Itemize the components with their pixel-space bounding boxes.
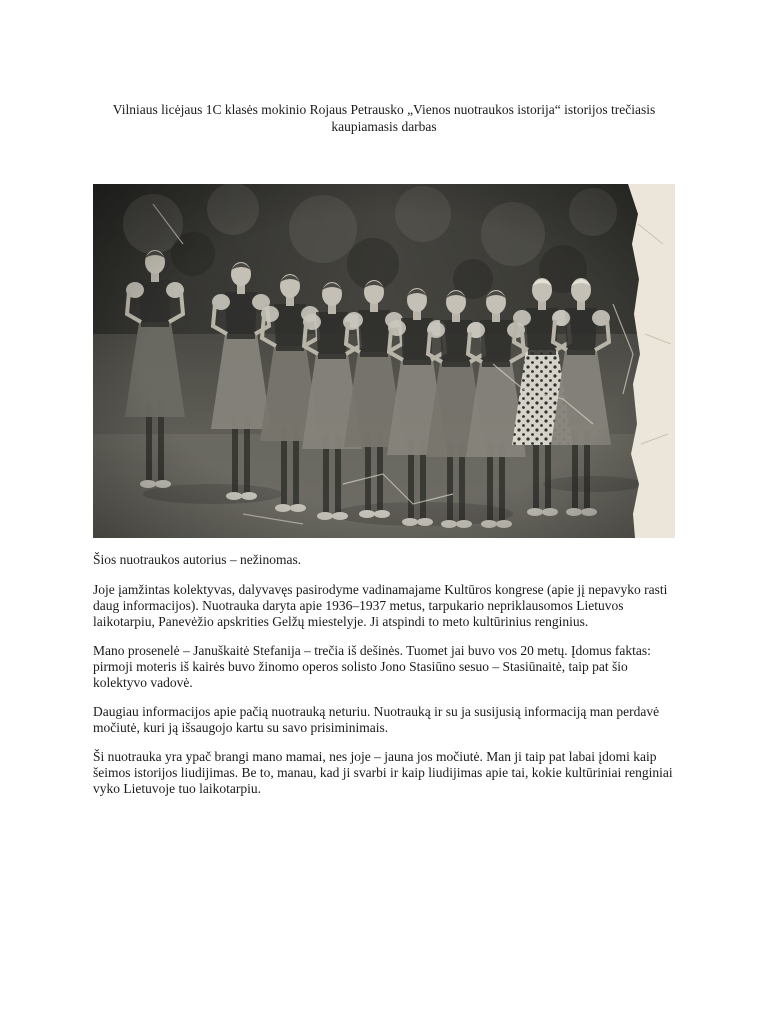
document-title: Vilniaus licėjaus 1C klasės mokinio Rojaus Petrausko „Vienos nuotraukos istorija“ istorijos trečiasis kaupiamasis darbas (112, 102, 656, 134)
paragraph-significance: Ši nuotrauka yra ypač brangi mano mamai, nes joje – jauna jos močiutė. Man ji taip pat labai įdomi kaip šeimos istorijos liudijimas. Be to, manau, kad ji svarbi ir kaip liudijimas apie tai, kokie kultūriniai renginiai vyko Lietuvoje tuo laikotarpiu. (93, 749, 673, 796)
paragraph-context: Joje įamžintas kolektyvas, dalyvavęs pasirodyme vadinamajame Kultūros kongrese (apie jį nepavyko rasti daug informacijos). Nuotrauka daryta apie 1936–1937 metus, tarpukario nepriklausomos Lietuvos laikotarpiu, Panevėžio apskrities Gelžų miestelyje. Ji atspindi to meto kultūrinius renginius. (93, 582, 668, 629)
paragraph-author: Šios nuotraukos autorius – nežinomas. (93, 552, 302, 567)
historical-group-photo (93, 184, 675, 538)
photo-image (93, 184, 675, 538)
paragraph-provenance: Daugiau informacijos apie pačią nuotrauką neturiu. Nuotrauką ir su ja susijusią informaciją man perdavė močiutė, kuri ją išsaugojo kartu su savo prisiminimais. (93, 704, 660, 735)
paragraph-family: Mano prosenelė – Januškaitė Stefanija – trečia iš dešinės. Tuomet jai buvo vos 20 metų. Įdomus faktas: pirmoji moteris iš kairės buvo žinomo operos solisto Jono Stasiūno sesuo – Stasiūnaitė, taip pat šio kolektyvo vadovė. (93, 643, 651, 690)
